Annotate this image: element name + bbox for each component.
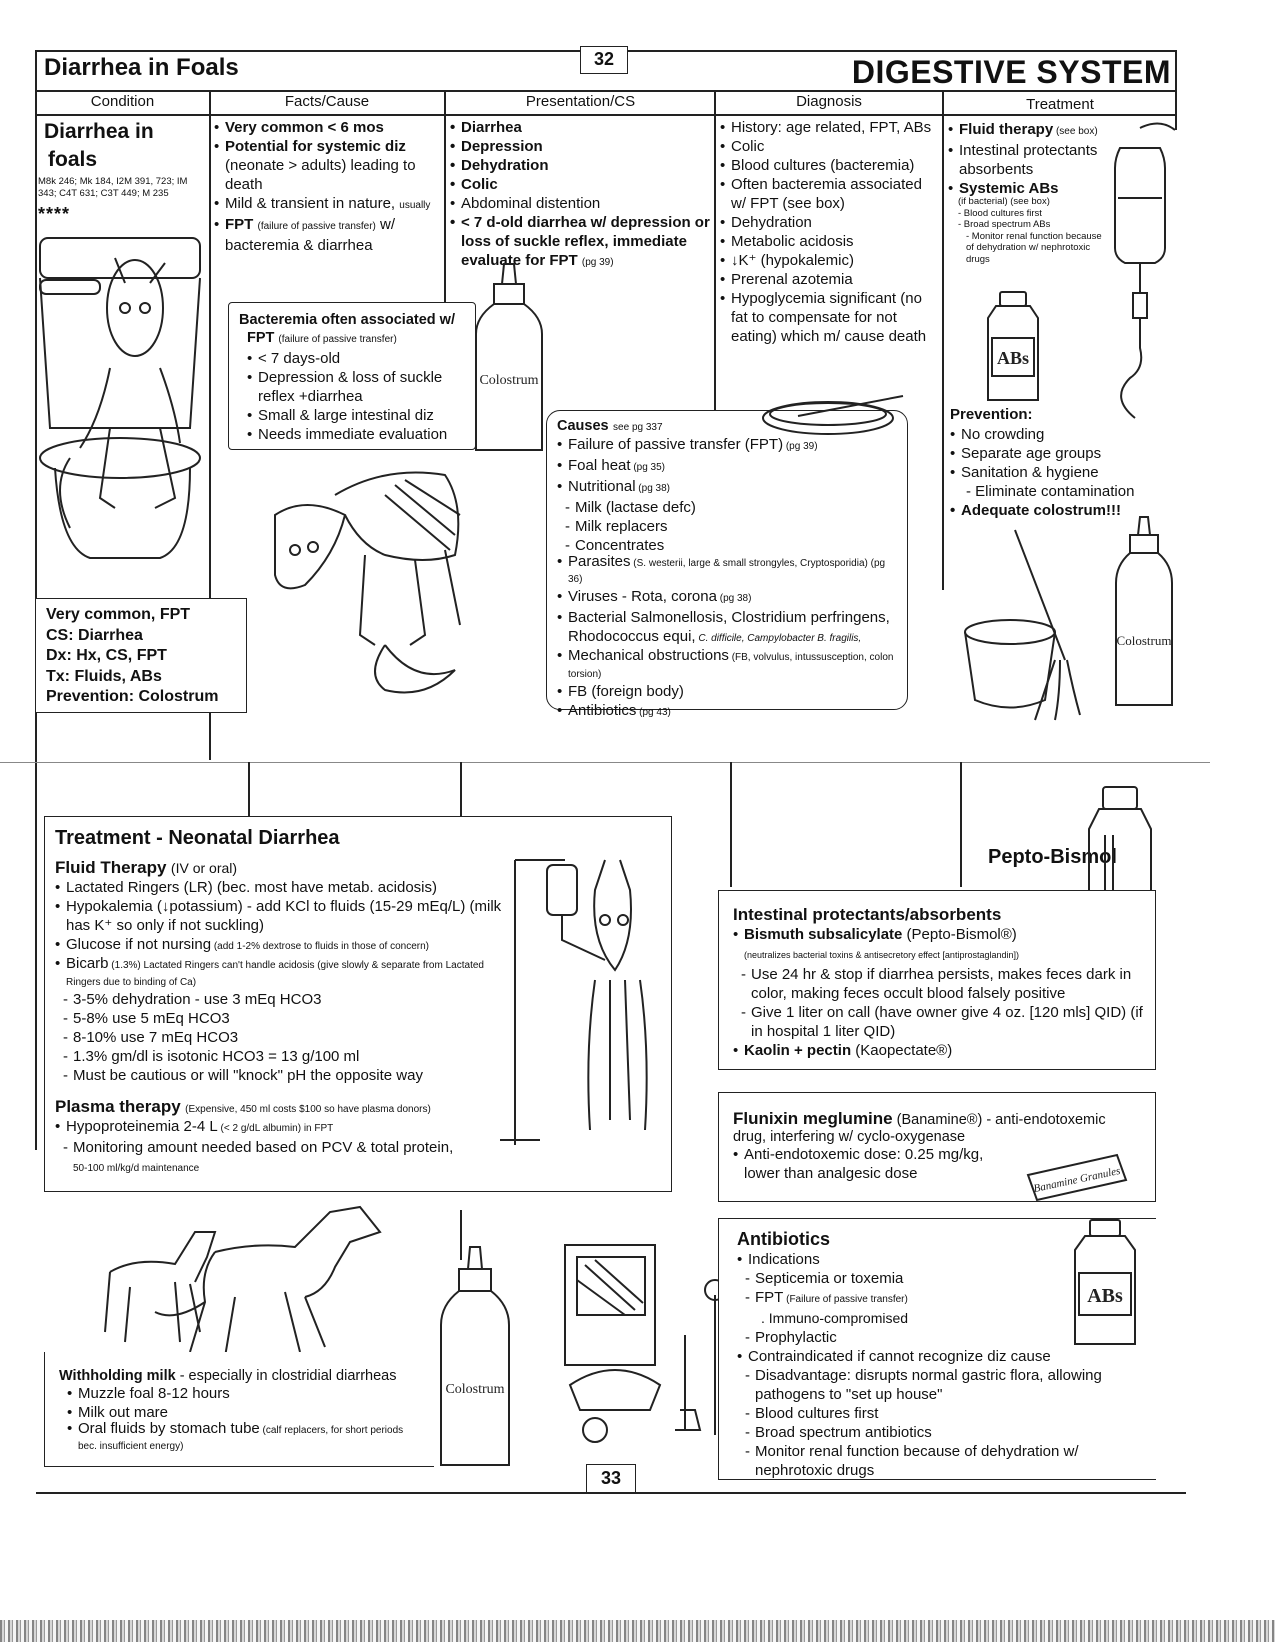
abs-label: ABs [996,348,1030,368]
banamine-label: Banamine Granules [1032,1164,1122,1196]
treatment-item: • Systemic ABs [948,179,1098,198]
flunixin-list [733,1145,1003,1183]
topic-title: Diarrhea in Foals [44,54,239,81]
diagnosis-item: • ↓K⁺ (hypokalemic) [720,251,940,270]
fluid-item: • Lactated Ringers (LR) (bec. most have metab. acidosis) [55,878,505,897]
fluid-item: • Hypokalemia (↓potassium) - add KCl to fluids (15-29 mEq/L) (milk has K⁺ so only if not suckling) [55,897,505,935]
treatment-item: • Fluid therapy (see box) [948,120,1098,141]
diagnosis-item: • Prerenal azotemia [720,270,940,289]
prevention-item: • No crowding [950,425,1172,444]
flunixin-item: • Anti-endotoxemic dose: 0.25 mg/kg, lower than analgesic dose [733,1145,1003,1183]
cause-item: • Mechanical obstructions (FB, volvulus, intussusception, colon torsion) [557,648,897,682]
col-header-treatment: Treatment [1026,96,1094,113]
systemic-abs-notes: (if bacterial) (see box) - Blood cultures first - Broad spectrum ABs - Monitor renal function because of dehydration w/ nephrotoxic drugs [958,196,1102,265]
antibiotic-item: . Immuno-compromised [761,1310,909,1326]
fluid-item: - 1.3% gm/dl is isotonic HCO3 = 13 g/100 ml [55,1047,505,1066]
foal-on-toilet-illustration [30,228,210,578]
flunixin-box: Flunixin meglumine (Banamine®) - anti-endotoxemic drug, interfering w/ cyclo-oxygenase • Anti-endotoxemic dose: 0.25 mg/kg, lower than analgesic dose [718,1092,1156,1202]
bacteremia-box: Bacteremia often associated w/ FPT (failure of passive transfer) • < 7 days-old • Depression & loss of suckle reflex +diarrhea • Small & large intestinal diz • Needs immediate evaluation [228,302,476,450]
fluid-therapy-list [55,878,505,1085]
protectant-item: • Bismuth subsalicylate (Pepto-Bismol®) (neutralizes bacterial toxins & antisecretory effect [antiprostaglandin]) [733,925,1143,965]
antibiotic-item: - Blood cultures first [737,1404,1147,1423]
diagnosis-item: • Hypoglycemia significant (no fat to compensate for not eating) which m/ cause death [720,289,940,346]
diagnosis-item: • Colic [720,137,940,156]
col-header-presentation: Presentation/CS [525,93,636,110]
col-header-condition: Condition [90,93,155,110]
antibiotic-item: - Disadvantage: disrupts normal gastric flora, allowing pathogens to "set up house" [737,1366,1147,1404]
cause-item: • Foal heat (pg 35) [557,456,897,477]
plasma-item: - Monitoring amount needed based on PCV & total protein, 50-100 ml/kg/d maintenance [55,1138,505,1178]
antibiotic-item: - Prophylactic [737,1328,1147,1347]
facts-list [214,118,440,255]
causes-box: Causes see pg 337 • Failure of passive transfer (FPT) (pg 39) • Foal heat (pg 35) • Nutritional (pg 38) - Milk (lactase defc) - Milk replacers - Concentrates • Parasites (S. westerii, large & small strongyles, Cryptosporidia) (pg 36) • Viruses - Rota, corona (pg 38) • Bacterial Salmonellosis, Clostridium perfringens, Rhodococcus equi, C. difficile, Campylobacter B. fragilis, • Mechanical obstructions (FB, volvulus, intussusception, colon torsion) • FB (foreign body) • Antibiotics (pg 43) [546,410,908,710]
diagnosis-item: • Dehydration [720,213,940,232]
presentation-item: • Dehydration [450,156,712,175]
col-header-diagnosis: Diagnosis [796,93,862,110]
protectant-item: - Use 24 hr & stop if diarrhea persists, makes feces dark in color, making feces occult blood falsely positive [733,965,1143,1003]
bacteremia-item: • Depression & loss of suckle reflex +diarrhea [247,368,465,406]
antibiotic-item: • Indications [737,1250,1147,1269]
abs-label: ABs [1087,1285,1123,1307]
treatment-item: • Intestinal protectants absorbents [948,141,1098,179]
presentation-item: • Abdominal distention [450,194,712,213]
withholding-item: • Oral fluids by stomach tube (calf replacers, for short periods bec. insufficient energy) [67,1422,422,1454]
condition-rating: **** [38,204,71,224]
prevention-list [950,425,1172,520]
withholding-list [59,1384,422,1454]
antibiotics-title: Antibiotics [737,1229,830,1249]
colostrum-label: Colostrum [445,1382,505,1397]
sick-foal-illustration [265,455,475,705]
petri-dish-illustration [758,388,908,438]
colostrum-bottle-bottom-illustration [435,1245,515,1470]
cause-item: - Milk (lactase defc) [557,498,897,517]
presentation-item: • Colic [450,175,712,194]
fact-item: • Potential for systemic diz (neonate > adults) leading to death [214,137,440,194]
neonatal-treatment-box: Treatment - Neonatal Diarrhea Fluid Therapy (IV or oral) • Lactated Ringers (LR) (bec. most have metab. acidosis) • Hypokalemia (↓potassium) - add KCl to fluids (15-29 mEq/L) (milk has K⁺ so only if not suckling) • Glucose if not nursing (add 1-2% dextrose to fluids in those of concern) • Bicarb (1.3%) Lactated Ringers can't handle acidosis (give slowly & separate from Lactated Ringers due to binding of Ca) - 3-5% dehydration - use 3 mEq HCO3 - 5-8% use 5 mEq HCO3 - 8-10% use 7 mEq HCO3 - 1.3% gm/dl is isotonic HCO3 = 13 g/100 ml - Must be cautious or will "knock" pH the opposite way Plasma therapy (Expensive, 450 ml costs $100 so have plasma donors) • Hypoproteinemia 2-4 L (< 2 g/dL albumin) in FPT - Monitoring amount needed based on PCV & total protein, 50-100 ml/kg/d maintenance [44,816,672,1192]
diagnosis-item: • History: age related, FPT, ABs [720,118,940,137]
fluid-item: • Bicarb (1.3%) Lactated Ringers can't handle acidosis (give slowly & separate from Lactated Ringers due to binding of Ca) [55,956,505,990]
colostrum-label: Colostrum [479,373,539,388]
summary-box: Very common, FPT CS: Diarrhea Dx: Hx, CS, FPT Tx: Fluids, ABs Prevention: Colostrum [35,598,247,713]
prevention-title: Prevention: [950,406,1033,423]
protectants-title: Intestinal protectants/absorbents [733,905,1002,924]
fluid-item: - Must be cautious or will "knock" pH the opposite way [55,1066,505,1085]
system-title: DIGESTIVE SYSTEM [851,54,1171,90]
page-number-top: 32 [580,46,628,74]
bucket-mop-illustration [955,520,1095,720]
presentation-list [450,118,712,272]
antibiotic-item: - FPT (Failure of passive transfer) [737,1288,1147,1309]
prevention-item: • Sanitation & hygiene [950,463,1172,482]
cause-item: • Bacterial Salmonellosis, Clostridium perfringens, Rhodococcus equi, C. difficile, Campylobacter B. fragilis, [557,608,897,648]
colostrum-label: Colostrum [1116,633,1172,648]
fluid-item: - 8-10% use 7 mEq HCO3 [55,1028,505,1047]
bacteremia-item: • < 7 days-old [247,349,465,368]
cause-item: • Nutritional (pg 38) [557,477,897,498]
cause-item: - Milk replacers [557,517,897,536]
condition-refs: M8k 246; Mk 184, I2M 391, 723; IM 343; C4T 631; C3T 449; M 235 [38,176,188,199]
cause-item: • FB (foreign body) [557,682,897,701]
diagnosis-item: • Metabolic acidosis [720,232,940,251]
cause-item: • Parasites (S. westerii, large & small strongyles, Cryptosporidia) (pg 36) [557,555,897,587]
fluid-item: • Glucose if not nursing (add 1-2% dextrose to fluids in those of concern) [55,935,505,956]
prevention-item: • Adequate colostrum!!! [950,501,1172,520]
mare-and-foal-illustration [95,1192,395,1362]
bacteremia-item: • Small & large intestinal diz [247,406,465,425]
iv-bag-illustration [1100,118,1180,438]
prevention-item: - Eliminate contamination [966,483,1135,500]
withholding-item: • Milk out mare [67,1403,422,1422]
prevention-item: • Separate age groups [950,444,1172,463]
presentation-item: • Diarrhea [450,118,712,137]
pepto-bismol-label: Pepto-Bismol [988,846,1117,868]
plasma-item: • Hypoproteinemia 2-4 L (< 2 g/dL albumin) in FPT [55,1117,505,1138]
fact-item: • FPT (failure of passive transfer) w/ bacteremia & diarrhea [214,215,440,255]
causes-list [557,435,897,722]
cause-item: • Failure of passive transfer (FPT) (pg 39) [557,435,897,456]
diagnosis-item: • Often bacteremia associated w/ FPT (see box) [720,175,940,213]
antibiotic-item: - Septicemia or toxemia [737,1269,1147,1288]
fluid-item: - 3-5% dehydration - use 3 mEq HCO3 [55,990,505,1009]
cause-item: • Viruses - Rota, corona (pg 38) [557,587,897,608]
treatment-list [948,120,1098,198]
foal-iv-illustration [495,850,665,1150]
colostrum-bottle-top-illustration [470,262,548,454]
antibiotic-item: - Broad spectrum antibiotics [737,1423,1147,1442]
presentation-item: • < 7 d-old diarrhea w/ depression or loss of suckle reflex, immediate evaluate for FPT (pg 39) [450,213,712,272]
page-number-bottom: 33 [586,1464,636,1494]
abs-bottle-bottom-illustration [1065,1218,1145,1348]
cause-item: - Concentrates [557,536,897,555]
bacteremia-item: • Needs immediate evaluation [247,425,465,444]
fluid-item: - 5-8% use 5 mEq HCO3 [55,1009,505,1028]
banamine-packet-illustration [1022,1150,1132,1205]
protectants-box [718,890,1156,1070]
condition-title: Diarrhea in foals [44,120,154,171]
withholding-item: • Muzzle foal 8-12 hours [67,1384,422,1403]
fact-item: • Very common < 6 mos [214,118,440,137]
diagnosis-list [720,118,940,346]
diagnosis-item: • Blood cultures (bacteremia) [720,156,940,175]
protectant-item: - Give 1 liter on call (have owner give 4 oz. [120 mls] QID) (if in hospital 1 liter QID) [733,1003,1143,1041]
protectants-list [733,925,1143,1060]
plasma-therapy-list [55,1117,505,1178]
abs-bottle-illustration [978,290,1048,405]
neonatal-title: Treatment - Neonatal Diarrhea [55,827,340,849]
protectant-item: • Kaolin + pectin (Kaopectate®) [733,1041,1143,1060]
cause-item: • Antibiotics (pg 43) [557,701,897,722]
fact-item: • Mild & transient in nature, usually [214,194,440,215]
scan-edge [0,1620,1275,1642]
withholding-milk-box: Withholding milk - especially in clostridial diarrheas • Muzzle foal 8-12 hours • Milk out mare • Oral fluids by stomach tube (calf replacers, for short periods bec. insufficient energy) [44,1352,434,1467]
antibiotic-item: - Monitor renal function because of dehydration w/ nephrotoxic drugs [737,1442,1147,1480]
col-header-facts: Facts/Cause [284,93,370,110]
presentation-item: • Depression [450,137,712,156]
stall-wheelbarrow-illustration [555,1235,735,1445]
colostrum-bottle-right-illustration [1110,515,1178,710]
antibiotic-item: • Contraindicated if cannot recognize diz cause [737,1347,1147,1366]
